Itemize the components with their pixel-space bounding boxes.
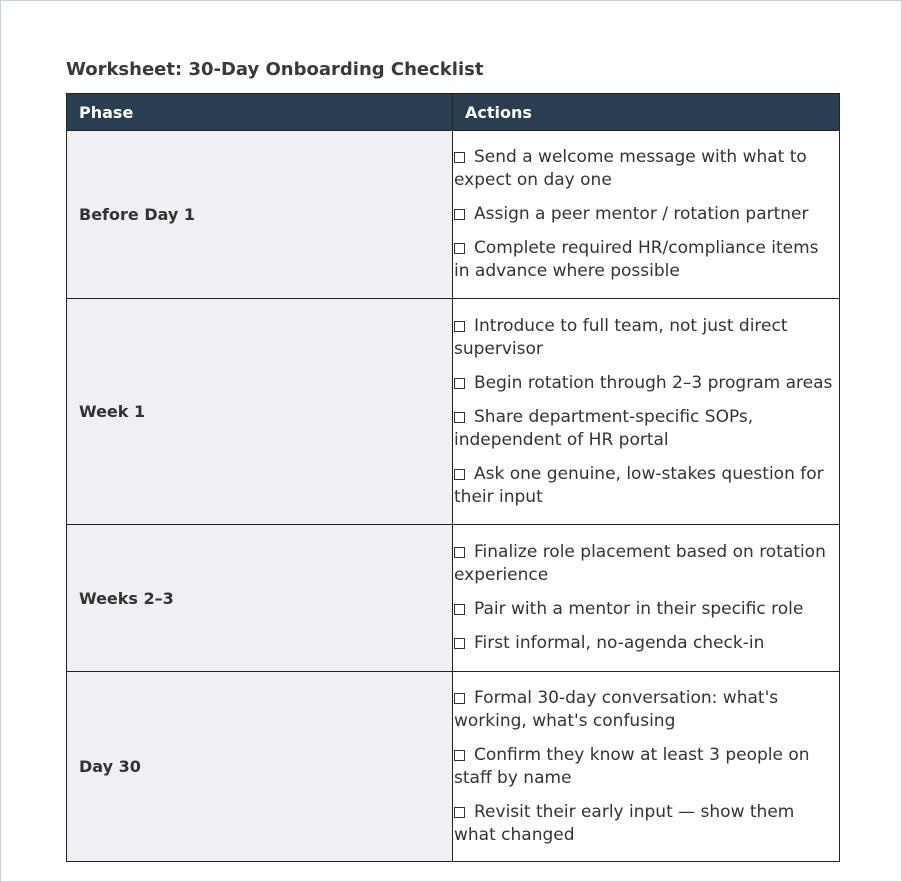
onboarding-checklist-table	[66, 93, 840, 862]
checklist-item-text: Begin rotation through 2–3 program areas	[474, 372, 833, 393]
checklist-item-text: Send a welcome message with what to expect on day one	[454, 147, 807, 190]
table-row	[67, 131, 840, 299]
actions-cell	[453, 672, 840, 862]
checklist-item	[453, 315, 839, 361]
checklist-item-text: Share department-specific SOPs, independent of HR portal	[454, 406, 754, 450]
checklist-item	[453, 146, 839, 192]
checklist-item	[453, 463, 839, 509]
checkbox-icon[interactable]	[454, 152, 465, 163]
phase-cell: Before Day 1	[67, 131, 453, 299]
checklist-item-text: Introduce to full team, not just direct supervisor	[454, 315, 788, 359]
checklist-item-text: Confirm they know at least 3 people on staff by name	[454, 744, 810, 788]
actions-column-header: Actions	[453, 94, 840, 131]
checkbox-icon[interactable]	[454, 547, 465, 558]
checklist-item	[453, 801, 839, 847]
checklist-item-text: Pair with a mentor in their specific role	[474, 599, 804, 619]
checklist-item-text: Ask one genuine, low-stakes question for their input	[454, 463, 824, 507]
table-row	[67, 525, 840, 672]
checklist-item	[453, 744, 839, 790]
checklist-item	[453, 406, 839, 452]
checklist-item-text: Revisit their early input — show them what changed	[454, 801, 795, 845]
table-row	[67, 299, 840, 525]
phase-column-header: Phase	[67, 94, 453, 131]
checklist-item	[453, 687, 839, 733]
checklist-item	[453, 598, 839, 621]
checkbox-icon[interactable]	[454, 604, 465, 615]
actions-cell	[453, 299, 840, 525]
checklist-item-text: Formal 30-day conversation: what's working, what's confusing	[454, 687, 779, 731]
phase-cell: Day 30	[67, 672, 453, 862]
table-header-row	[67, 94, 840, 131]
checkbox-icon[interactable]	[454, 807, 465, 818]
checklist-item	[453, 237, 839, 283]
checklist-item	[453, 203, 839, 226]
actions-cell	[453, 525, 840, 672]
checkbox-icon[interactable]	[454, 378, 465, 389]
checklist-item-text: First informal, no-agenda check-in	[474, 633, 765, 653]
actions-cell	[453, 131, 840, 299]
checklist-item	[453, 632, 839, 655]
table-row	[67, 672, 840, 862]
checkbox-icon[interactable]	[454, 321, 465, 332]
checklist-item	[453, 372, 839, 395]
checklist-item-text: Finalize role placement based on rotation experience	[454, 542, 826, 585]
checkbox-icon[interactable]	[454, 750, 465, 761]
phase-cell: Weeks 2–3	[67, 525, 453, 672]
worksheet-title: Worksheet: 30-Day Onboarding Checklist	[66, 59, 484, 80]
checklist-item-text: Assign a peer mentor / rotation partner	[474, 204, 809, 224]
checklist-item-text: Complete required HR/compliance items in advance where possible	[454, 238, 819, 281]
checklist-item	[453, 541, 839, 587]
checkbox-icon[interactable]	[454, 209, 465, 220]
checkbox-icon[interactable]	[454, 638, 465, 649]
checkbox-icon[interactable]	[454, 412, 465, 423]
checkbox-icon[interactable]	[454, 243, 465, 254]
checkbox-icon[interactable]	[454, 469, 465, 480]
checkbox-icon[interactable]	[454, 693, 465, 704]
phase-cell: Week 1	[67, 299, 453, 525]
